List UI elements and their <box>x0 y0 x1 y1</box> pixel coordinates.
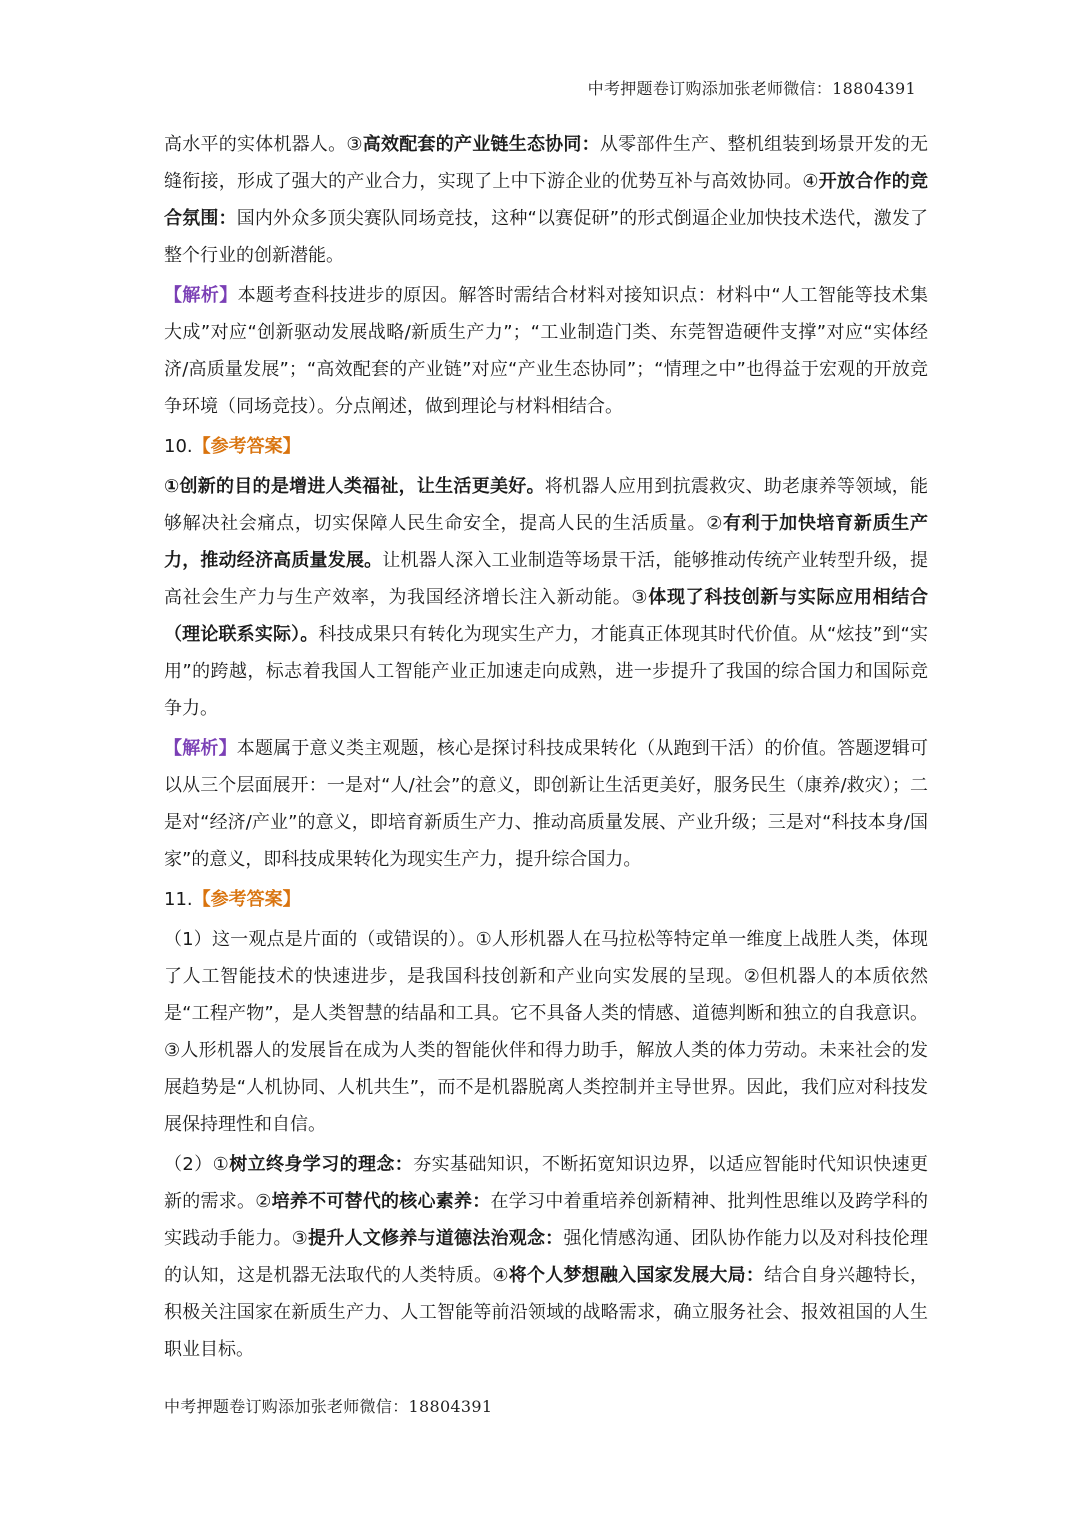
bold-point: 高效配套的产业链生态协同： <box>362 134 600 155</box>
analysis-text: 本题考查科技进步的原因。解答时需结合材料对接知识点：材料中“人工智能等技术集大成”对应“创新驱动发展战略/新质生产力”；“工业制造门类、东莞智造硬件支撑”对应“实体经济/高质量发展”；“高效配套的产业链”对应“产业生态协同”；“情理之中”也得益于宏观的开放竞争环境（同场竞技）。分点阐述，做到理论与材料相结合。 <box>164 285 929 417</box>
text-run: 高水平的实体机器人。③ <box>164 134 363 155</box>
answer-11-part-1 <box>164 921 928 1143</box>
answer-label: 【参考答案】 <box>192 889 301 910</box>
analysis-label: 【解析】 <box>164 738 237 759</box>
answer-10 <box>164 468 928 727</box>
question-number: 11. <box>164 889 193 910</box>
text-run: 将机器人应用到抗震救灾、助老康养等领域，能够解决社会痛点，切实保障人民生命安全，提高人民的生活质量。② <box>164 476 928 534</box>
bold-point: 树立终身学习的理念： <box>229 1154 414 1175</box>
question-11-heading <box>164 881 928 918</box>
page-footer: 中考押题卷订购添加张老师微信：18804391 <box>164 1397 493 1416</box>
text-run: 夯实基础知识，不断拓宽知识边界，以适应智能时代知识快速更新的需求。② <box>164 1154 929 1212</box>
text-run: 让机器人深入工业制造等场景干活，能够推动传统产业转型升级，提高社会生产力与生产效率，为我国经济增长注入新动能。③ <box>164 550 928 608</box>
bold-point: 将个人梦想融入国家发展大局： <box>508 1265 765 1286</box>
answer-11-part-2 <box>164 1146 928 1368</box>
analysis-text: 本题属于意义类主观题，核心是探讨科技成果转化（从跑到干活）的价值。答题逻辑可以从三个层面展开：一是对“人/社会”的意义，即创新让生活更美好，服务民生（康养/救灾）；二是对“经济/产业”的意义，即培育新质生产力、推动高质量发展、产业升级；三是对“科技本身/国家”的意义，即科技成果转化为现实生产力，提升综合国力。 <box>164 738 928 870</box>
text-run: 科技成果只有转化为现实生产力，才能真正体现其时代价值。从“炫技”到“实用”的跨越，标志着我国人工智能产业正加速走向成熟，进一步提升了我国的综合国力和国际竞争力。 <box>164 624 928 719</box>
bold-point: ①创新的目的是增进人类福祉，让生活更美好。 <box>164 476 545 497</box>
answer-9-continuation <box>164 126 928 274</box>
question-10-heading <box>164 428 928 465</box>
text-run: （2）① <box>164 1154 230 1175</box>
text-run: 国内外众多顶尖赛队同场竞技，这种“以赛促研”的形式倒逼企业加快技术迭代，激发了整个行业的创新潜能。 <box>164 208 928 266</box>
text-run: 强化情感沟通、团队协作能力以及对科技伦理的认知，这是机器无法取代的人类特质。④ <box>164 1228 929 1286</box>
page-header: 中考押题卷订购添加张老师微信：18804391 <box>587 79 916 98</box>
text-run: 结合自身兴趣特长，积极关注国家在新质生产力、人工智能等前沿领域的战略需求，确立服务社会、报效祖国的人生职业目标。 <box>164 1265 929 1360</box>
analysis-10 <box>164 730 928 878</box>
page-content <box>164 126 928 1368</box>
text-run: 从零部件生产、整机组装到场景开发的无缝衔接，形成了强大的产业合力，实现了上中下游企业的优势互补与高效协同。④ <box>164 134 928 192</box>
bold-point: 体现了科技创新与实际应用相结合（理论联系实际）。 <box>164 587 928 645</box>
bold-point: 有利于加快培育新质生产力，推动经济高质量发展。 <box>164 513 928 571</box>
bold-point: 开放合作的竞合氛围： <box>164 171 928 229</box>
answer-label: 【参考答案】 <box>192 436 301 457</box>
question-number: 10. <box>164 436 193 457</box>
bold-point: 培养不可替代的核心素养： <box>271 1191 491 1212</box>
text-run: （1）这一观点是片面的（或错误的）。①人形机器人在马拉松等特定单一维度上战胜人类，体现了人工智能技术的快速进步，是我国科技创新和产业向实发展的呈现。②但机器人的本质依然是“工程产物”，是人类智慧的结晶和工具。它不具备人类的情感、道德判断和独立的自我意识。③人形机器人的发展旨在成为人类的智能伙伴和得力助手，解放人类的体力劳动。未来社会的发展趋势是“人机协同、人机共生”，而不是机器脱离人类控制并主导世界。因此，我们应对科技发展保持理性和自信。 <box>164 929 928 1135</box>
analysis-label: 【解析】 <box>164 285 238 306</box>
analysis-9 <box>164 277 928 425</box>
text-run: 在学习中着重培养创新精神、批判性思维以及跨学科的实践动手能力。③ <box>164 1191 929 1249</box>
bold-point: 提升人文修养与道德法治观念： <box>308 1228 564 1249</box>
